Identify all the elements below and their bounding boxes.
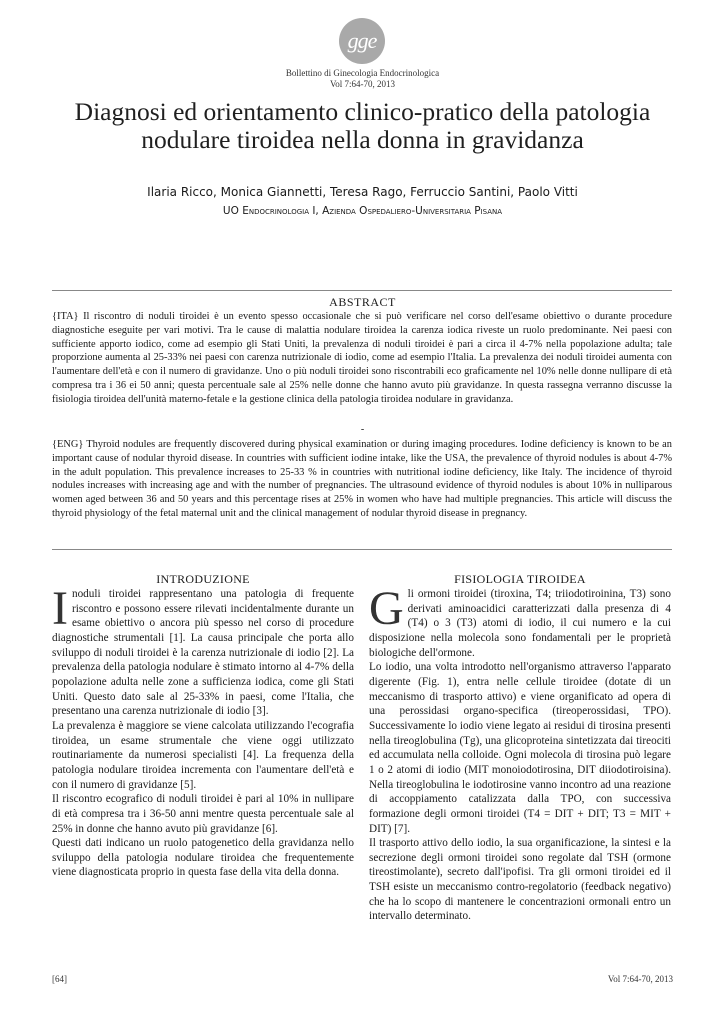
- logo-text: gge: [347, 28, 377, 53]
- abstract-top-rule: [52, 290, 672, 291]
- author-list: Ilaria Ricco, Monica Giannetti, Teresa Rago, Ferruccio Santini, Paolo Vitti: [147, 185, 578, 199]
- physiology-dropcap: G: [369, 582, 404, 635]
- physiology-paragraph-3: Il trasporto attivo dello iodio, la sua organificazione, la sintesi e la secrezione degli ormoni tiroidei sono regolate dal TSH (ormone tireostimolante), secreto dall'ipofisi. Tra gli ormoni tiroidei ed il TSH esiste un meccanismo contro-regolatorio (feedback negativo) che ha lo scopo di mantenere le concentrazioni ormonali entro un intervallo determinato.: [369, 837, 671, 923]
- page-number: [64]: [52, 974, 67, 984]
- footer-volume: Vol 7:64-70, 2013: [607, 974, 673, 984]
- abstract-heading: ABSTRACT: [329, 295, 396, 309]
- physiology-heading: FISIOLOGIA TIROIDEA: [454, 572, 586, 586]
- introduction-paragraph-1: [52, 582, 354, 719]
- physiology-paragraph-1-text: li ormoni tiroidei (tiroxina, T4; triiodotiroinina, T3) sono derivati aminoacidici caratterizzati dalla presenza di 4 (T4) o 3 (T3) atomi di iodio, il cui numero e la cui disposizione nella molecola sono fondamentali per le proprietà biologiche dell'ormone.: [369, 588, 671, 659]
- gge-logo-icon: [339, 18, 385, 64]
- introduction-paragraph-3: Il riscontro ecografico di noduli tiroidei è pari al 10% in nullipare di età compresa tra i 36-50 anni mentre questa percentuale sale al 25% in donne che hanno avuto più gravidanze [6].: [52, 793, 354, 835]
- introduction-paragraph-2: La prevalenza è maggiore se viene calcolata utilizzando l'ecografia tiroidea, un esame strumentale che viene oggi utilizzato routinariamente da numerosi specialisti [4]. La frequenza della patologia nodulare tiroidea incrementa con l'aumentare dell'età e con il numero di gravidanze [5].: [52, 719, 354, 791]
- introduction-column: [52, 572, 354, 880]
- physiology-paragraph-2: Lo iodio, una volta introdotto nell'organismo attraverso l'apparato digerente (Fig. 1), entra nelle cellule tiroidee (dotate di un meccanismo di trasporto attivo) e viene organificato ad opera di una perossidasi organo-specifica (tireoperossidasi, TPO). Successivamente lo iodio viene legato ai residui di tirosina presenti nella tireoglobulina (Tg), una glicoproteina sintetizzata dai tireociti ed accumulata nella colloide. Ogni molecola di tirosina può legare 1 o 2 atomi di iodio (MIT monoiodotirosina, DIT diiodotiroisina). Nella tireoglobulina le iodotirosine vanno incontro ad una reazione di accoppiamento catalizzata dalla TPO, con successiva formazione degli ormoni tiroidei (T4 = DIT + DIT; T3 = MIT + DIT) [7].: [369, 661, 671, 835]
- abstract-bottom-rule: [52, 549, 672, 550]
- introduction-paragraph-1-text: noduli tiroidei rappresentano una patologia di frequente riscontro e possono essere rilevati incidentalmente durante un esame obiettivo o ancora più spesso nel corso di procedure diagnostiche strumentali [1]. La causa principale che porta allo sviluppo di noduli tiroidei è la carenza nutrizionale di iodio [2]. La prevalenza della patologia nodulare è stimato intorno al 4-7% della popolazione adulta nelle zone a sufficienza iodica, come gli Stati Uniti. Questo dato sale al 25-33% in paesi, come l'Italia, che presentano una carenza nutrizionale di iodio [3].: [52, 588, 354, 718]
- introduction-heading: INTRODUZIONE: [156, 572, 250, 586]
- journal-name: Bollettino di Ginecologia Endocrinologica: [285, 68, 440, 78]
- journal-volume: Vol 7:64-70, 2013: [329, 79, 396, 89]
- article-title: Diagnosi ed orientamento clinico-pratico della patologia nodulare tiroidea nella donna in gravidanza: [74, 97, 651, 154]
- physiology-paragraph-1: [369, 582, 671, 660]
- introduction-paragraph-4: Questi dati indicano un ruolo patogenetico della gravidanza nello sviluppo della patologia nodulare tiroidea che frequentemente viene diagnosticata proprio in questa fase della vita della donna.: [52, 837, 354, 879]
- affiliation: UO Endocrinologia I, Azienda Ospedaliero-Universitaria Pisana: [222, 205, 503, 217]
- abstract-italian: {ITA} Il riscontro di noduli tiroidei è un evento spesso occasionale che si può verificare nel corso dell'esame obiettivo o durante procedure diagnostiche eseguite per vari motivi. Tra le cause di malattia nodulare tiroidea la carenza iodica riveste un ruolo predominante. Nei paesi con sufficiente apporto iodico, come ad esempio gli Stati Uniti, la prevalenza di noduli tiroidei è pari a circa il 4-7% nella popolazione adulta; tale proporzione aumenta al 25-33% nei paesi con carenza nutrizionale di iodio, come ad esempio l'Italia. La prevalenza dei noduli tiroidei aumenta con l'aumentare dell'età e con il numero di gravidanze. Uno o più noduli tiroidei sono riscontrabili eco graficamente nel 10% nelle donne nullipare di età compresa tra i 36 ei 50 anni; questa percentuale sale al 25% nelle donne che hanno avuto più gravidanze. In questa rassegna verranno discusse la fisiologia tiroidea dell'unità materno-fetale e la gestione clinica della patologia tiroidea nodulare in gravidanza.: [52, 311, 672, 405]
- abstract-english: {ENG} Thyroid nodules are frequently discovered during physical examination or during imaging procedures. Iodine deficiency is known to be an important cause of nodular thyroid disease. In countries with sufficient iodine intake, like the USA, the prevalence of thyroid nodules is about 4-7% in the adult population. This prevalence increases to 25-33 % in countries with nutritional iodine deficiency, like Italy. The incidence of thyroid nodules increases with increasing age and with the number of pregnancies. The ultrasound evidence of thyroid nodules is about 10% in nulliparous women aged between 36 and 50 years and this percentage rises at 25% in women who have had multiple pregnancies. This article will discuss the thyroid physiology of the fetal maternal unit and the clinical management of nodular thyroid disease in pregnancy.: [52, 439, 672, 519]
- physiology-column: [369, 572, 671, 924]
- introduction-dropcap: I: [52, 582, 68, 635]
- abstract-separator: -: [360, 424, 365, 435]
